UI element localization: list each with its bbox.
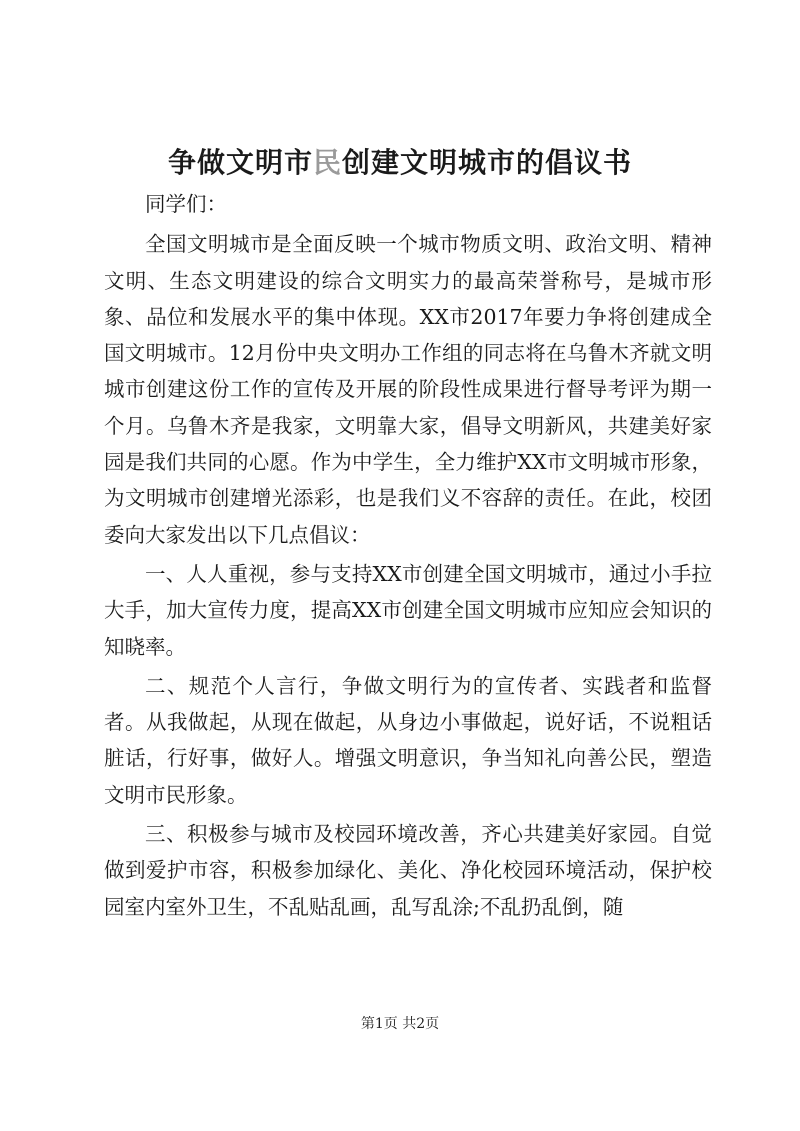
- paragraph-proposal-3: 三、积极参与城市及校园环境改善，齐心共建美好家园。自觉做到爱护市容，积极参加绿化、美化、净化校园环境活动，保护校园室内室外卫生，不乱贴乱画，乱写乱涂;不乱扔乱倒，随: [104, 822, 712, 919]
- document-body: [104, 186, 712, 925]
- salutation: 同学们：: [145, 192, 227, 216]
- document-title: [0, 143, 800, 183]
- paragraph-intro: 全国文明城市是全面反映一个城市物质文明、政治文明、精神文明、生态文明建设的综合文明实力的最高荣誉称号，是城市形象、品位和发展水平的集中体现。XX市2017年要力争将创建成全国文明城市。12月份中央文明办工作组的同志将在乌鲁木齐就文明城市创建这份工作的宣传及开展的阶段性成果进行督导考评为期一个月。乌鲁木齐是我家，文明靠大家，倡导文明新风，共建美好家园是我们共同的心愿。作为中学生，全力维护XX市文明城市形象，为文明城市创建增光添彩，也是我们义不容辞的责任。在此，校团委向大家发出以下几点倡议：: [104, 232, 712, 547]
- paragraph-proposal-1: 一、人人重视，参与支持XX市创建全国文明城市，通过小手拉大手，加大宣传力度，提高XX市创建全国文明城市应知应会知识的知晓率。: [104, 561, 712, 659]
- title-text-part1: 争做文明市: [167, 146, 313, 179]
- title-text-faded-char: 民: [312, 146, 342, 179]
- title-text-part2: 创建文明城市的倡议书: [342, 146, 633, 179]
- paragraph-proposal-2: 二、规范个人言行，争做文明行为的宣传者、实践者和监督者。从我做起，从现在做起，从身边小事做起，说好话，不说粗话脏话，行好事，做好人。增强文明意识，争当知礼向善公民，塑造文明市民形象。: [104, 673, 712, 807]
- page-footer: 第1页 共2页: [360, 1016, 440, 1032]
